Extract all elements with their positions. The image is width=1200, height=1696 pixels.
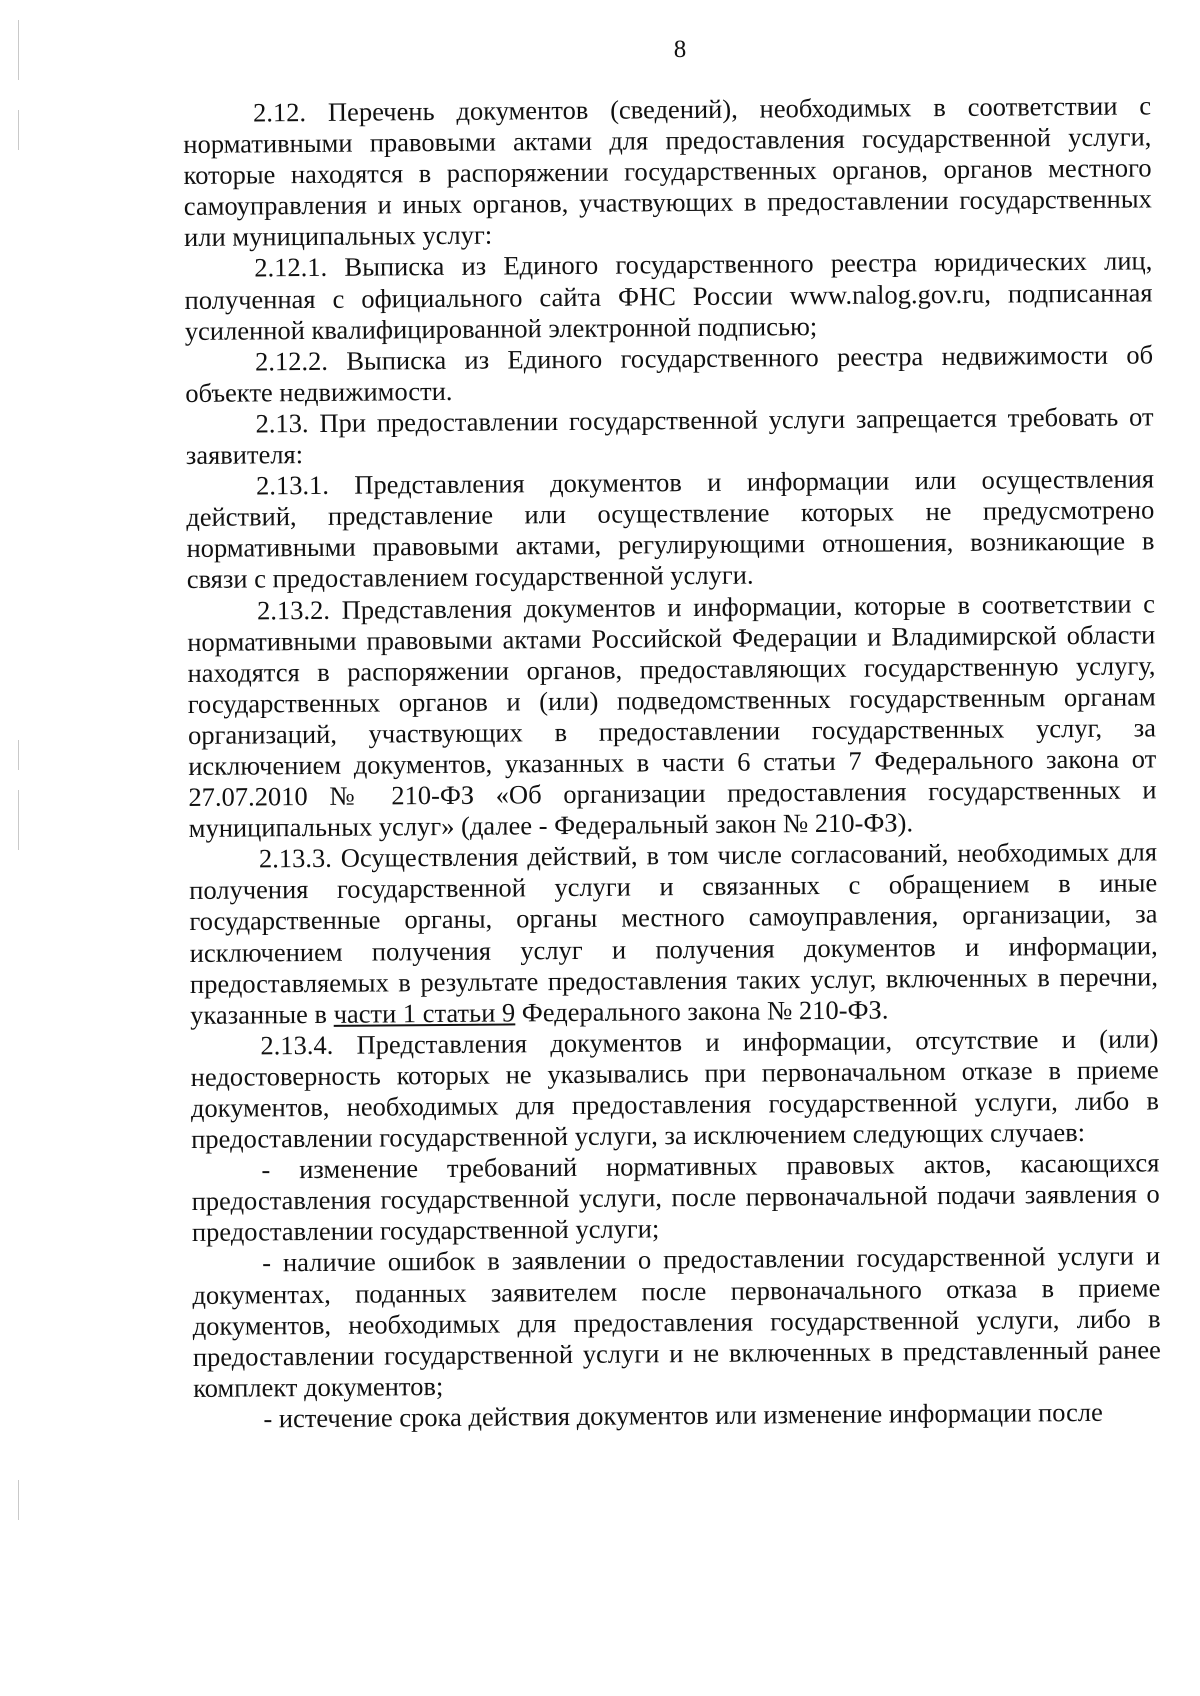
- paragraph-2-12-2: 2.12.2. Выписка из Единого государственного реестра недвижимости об объекте недвижимости.: [185, 339, 1154, 408]
- scan-margin-marks: [10, 0, 34, 1696]
- list-item-documents-expiry: - истечение срока действия документов или изменение информации после: [263, 1396, 1103, 1434]
- law-reference-link[interactable]: части 1 статьи 9: [333, 997, 516, 1029]
- paragraph-2-12-1: 2.12.1. Выписка из Единого государственного реестра юридических лиц, полученная с официального сайта ФНС России www.nalog.gov.ru, подписанная усиленной квалифицированной электронной подписью;: [184, 245, 1153, 346]
- page-number: 8: [673, 36, 687, 63]
- paragraph-2-13-1: 2.13.1. Представления документов и информации или осуществления действий, представление или осуществление которых не предусмотрено нормативными правовыми актами, регулирующими отношения, возникающие в связи с предоставлением государственной услуги.: [186, 463, 1155, 595]
- paragraph-2-12: 2.12. Перечень документов (сведений), необходимых в соответствии с нормативными правовыми актами для предоставления государственной услуги, которые находятся в распоряжении государственных органов, органов местного самоуправления и иных органов, участвующих в предоставлении государственных или муниципальных услуг:: [183, 90, 1152, 253]
- document-body: [183, 90, 1161, 1435]
- paragraph-2-13: 2.13. При предоставлении государственной услуги запрещается требовать от заявителя:: [185, 401, 1154, 471]
- paragraph-2-13-4: 2.13.4. Представления документов и информации, отсутствие и (или) недостоверность которых не указывались при первоначальном отказе в приеме документов, необходимых для предоставления государственной услуги, либо в предоставлении государственной услуги, за исключением следующих случаев:: [190, 1023, 1160, 1155]
- list-item-requirements-change: - изменение требований нормативных правовых актов, касающихся предоставления государственной услуги, после первоначальной подачи заявления о предоставлении государственной услуги;: [191, 1147, 1160, 1248]
- paragraph-2-13-2: 2.13.2. Представления документов и информации, которые в соответствии с нормативными правовыми актами Российской Федерации и Владимирской области находятся в распоряжении органов, предоставляющих государственную услугу, государственных органов и (или) подведомственных государственным органам организаций, участвующих в предоставлении государственных услуг, за исключением документов, указанных в части 6 статьи 7 Федерального закона от 27.07.2010 № 210-ФЗ «Об организации предоставления государственных и муниципальных услуг» (далее - Федеральный закон № 210-ФЗ).: [187, 587, 1157, 844]
- list-item-errors-in-application: - наличие ошибок в заявлении о предоставлении государственной услуги и документах, поданных заявителем после первоначального отказа в приеме документов, необходимых для предоставления государственной услуги, либо в предоставлении государственной услуги и не включенных в представленный ранее комплект документов;: [192, 1240, 1161, 1403]
- paragraph-2-13-3-text-after: Федерального закона № 210-ФЗ.: [515, 994, 889, 1028]
- paragraph-2-13-3-text-before: 2.13.3. Осуществления действий, в том числе согласований, необходимых для получения государственной услуги и связанных с обращением в иные государственные органы, органы местного самоуправления, организации, за исключением получения услуг и получения документов и информации, предоставляемых в результате предоставления таких услуг, включенных в перечни, указанные в: [189, 836, 1159, 1030]
- paragraph-2-13-3: [189, 837, 1158, 1031]
